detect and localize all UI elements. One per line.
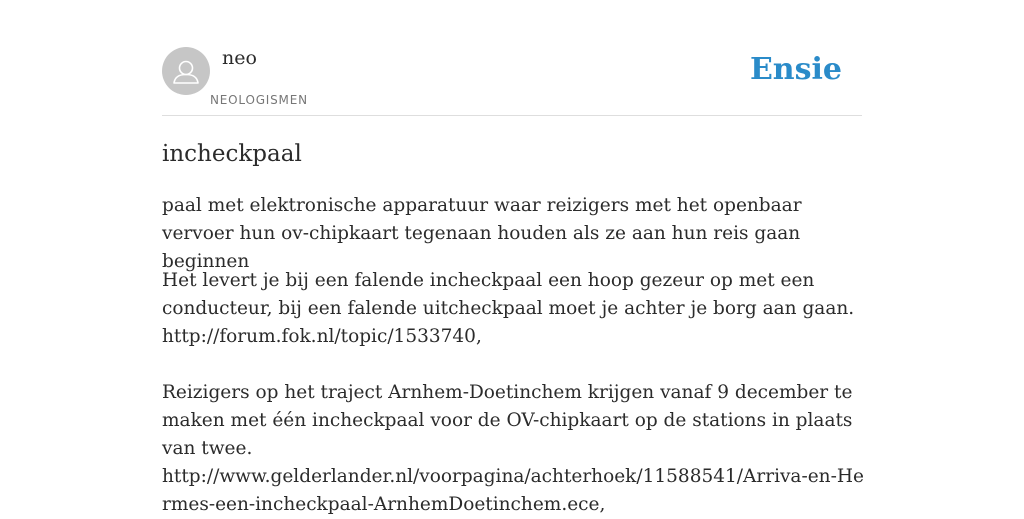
entry-term: incheckpaal [162, 141, 302, 167]
username-link[interactable]: neo [222, 47, 257, 69]
example-text: Het levert je bij een falende incheckpaal een hoop gezeur op met een conducteur, bij een falende uitcheckpaal moet je achter je borg aan gaan. [162, 270, 855, 319]
example-source-url: http://www.gelderlander.nl/voorpagina/achterhoek/11588541/Arriva-en-Hermes-een-incheckpaal-ArnhemDoetinchem.ece, [162, 466, 864, 515]
example-source-url: http://forum.fok.nl/topic/1533740, [162, 326, 482, 347]
entry-header [162, 46, 862, 116]
example-quote-2 [162, 379, 872, 519]
example-text: Reizigers op het traject Arnhem-Doetinchem krijgen vanaf 9 december te maken met één incheckpaal voor de OV-chipkaart op de stations in plaats van twee. [162, 382, 853, 459]
example-quote-1 [162, 267, 872, 351]
user-avatar-icon[interactable] [162, 47, 210, 95]
entry-definition: paal met elektronische apparatuur waar reizigers met het openbaar vervoer hun ov-chipkaart tegenaan houden als ze aan hun reis gaan beginnen [162, 195, 802, 272]
ensie-logo[interactable]: Ensie [749, 52, 842, 87]
person-outline-icon [162, 47, 210, 95]
examples-section [162, 267, 872, 519]
category-label[interactable]: NEOLOGISMEN [210, 93, 308, 107]
